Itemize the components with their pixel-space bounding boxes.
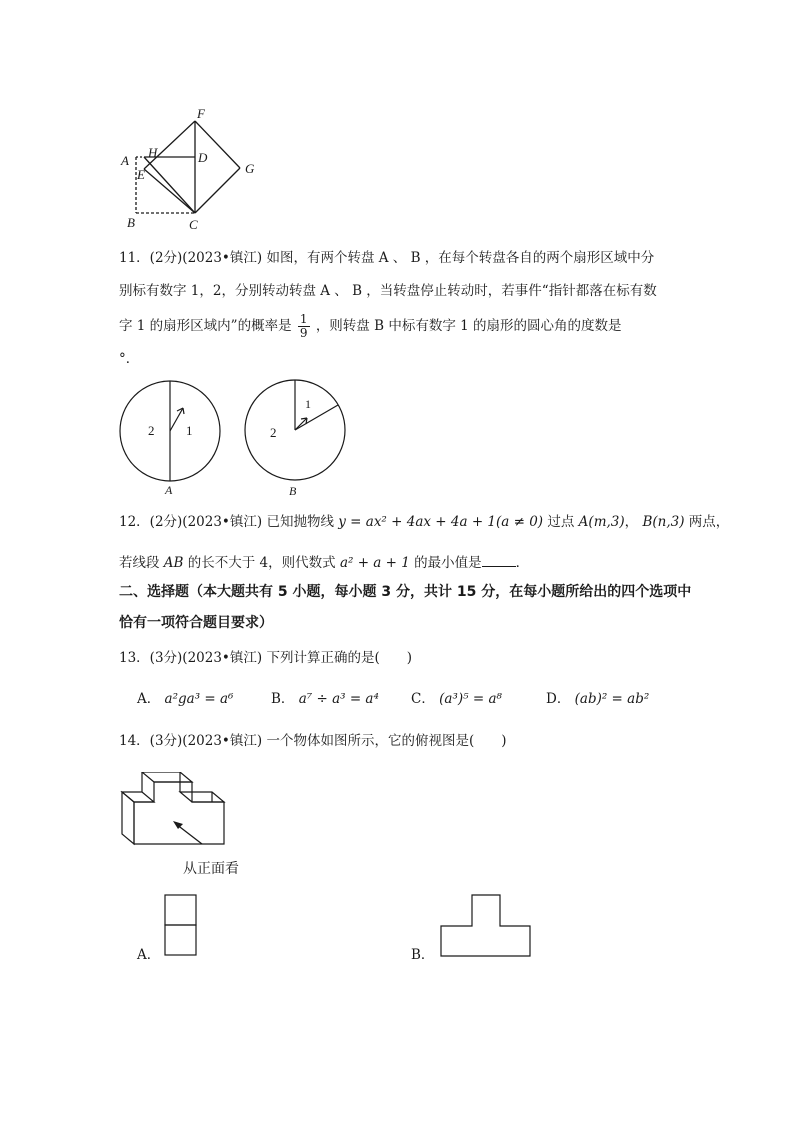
solid-object-figure [118, 772, 258, 854]
fraction-denominator: 9 [299, 326, 308, 340]
option-expression: (ab)² = ab² [574, 691, 650, 707]
label-a: A [121, 153, 129, 168]
q12-line1-pre: 12．(2分)(2023•镇江) 已知抛物线 [119, 514, 334, 530]
front-face [134, 782, 224, 844]
q13-option-c[interactable] [411, 689, 502, 709]
q12-line2 [119, 552, 529, 573]
option-letter: B． [271, 691, 295, 707]
label-h: H [148, 145, 158, 160]
label-c: C [189, 217, 198, 232]
q14-stem: 14．(3分)(2023•镇江) 一个物体如图所示，它的俯视图是( ) [119, 733, 507, 749]
q13-option-a[interactable] [137, 689, 233, 709]
q11-line4: °． [119, 351, 140, 367]
left-top-face [122, 792, 154, 802]
q12-line1-mid: 过点 [547, 514, 575, 530]
spinner-a-caption: A [165, 483, 173, 497]
q12-line2-post: 的最小值是 [414, 555, 482, 571]
point-b: B(n,3) [642, 514, 685, 530]
option-expression: (a³)⁵ = a⁸ [439, 691, 502, 707]
label-e: E [137, 167, 145, 182]
spinner-b-caption: B [289, 484, 297, 498]
q11-line2: 别标有数字 1，2，分别转动转盘 A 、 B ，当转盘停止转动时，若事件“指针都落在标有数 [119, 283, 657, 299]
q12-sep: ， [624, 514, 639, 530]
q14-option-a-letter[interactable]: A． [137, 947, 161, 963]
line-ce [144, 169, 195, 213]
answer-blank[interactable] [482, 552, 516, 567]
line-hc [144, 157, 195, 213]
left-side-face [122, 792, 134, 844]
segment-ab: AB [163, 555, 184, 571]
t-shape [441, 895, 530, 956]
q11-line1: 11．(2分)(2023•镇江) 如图，有两个转盘 A 、 B ，在每个转盘各自的两个扇形区域中分 [119, 250, 655, 266]
geometry-figure [115, 103, 265, 233]
spinner-b-radius-right [295, 405, 338, 430]
right-top-face [180, 792, 224, 802]
option-letter: A． [137, 691, 161, 707]
algebraic-expression: a² + a + 1 [339, 555, 410, 571]
spinner-a-label-2: 2 [148, 423, 155, 438]
q13-option-b[interactable] [271, 689, 379, 709]
spinner-a [118, 378, 222, 498]
q12-line1 [119, 512, 729, 532]
q11-line3-post: ，则转盘 B 中标有数字 1 的扇形的圆心角的度数是 [315, 318, 622, 334]
label-g: G [245, 161, 255, 176]
line-gc [195, 168, 240, 213]
front-view-label: 从正面看 [183, 861, 239, 877]
section-2-header-line2: 恰有一项符合题目要求） [119, 615, 273, 631]
q12-line2-end: ． [515, 555, 530, 571]
q14-option-b-letter[interactable]: B． [411, 947, 435, 963]
option-letter: D． [546, 691, 571, 707]
q14-option-b-figure[interactable] [440, 894, 532, 958]
label-d: D [198, 150, 208, 165]
spinner-b [243, 378, 349, 500]
parabola-equation: y = ax² + 4ax + 4a + 1(a ≠ 0) [338, 514, 544, 530]
probability-fraction [298, 313, 310, 340]
bottom-square [165, 925, 196, 955]
spinner-b-label-2: 2 [270, 425, 277, 440]
section-2-header-line1: 二、选择题（本大题共有 5 小题，每小题 3 分，共计 15 分，在每小题所给出的四个选项中 [119, 584, 692, 600]
top-square [165, 895, 196, 925]
q11-line3 [119, 312, 622, 340]
q12-line2-mid: 的长不大于 4，则代数式 [187, 555, 336, 571]
option-letter: C． [411, 691, 435, 707]
q13-option-d[interactable] [546, 689, 649, 709]
q11-line3-pre: 字 1 的扇形区域内”的概率是 [119, 318, 292, 334]
spinner-b-label-1: 1 [305, 397, 311, 411]
q12-line1-post: 两点， [688, 514, 730, 530]
spinner-a-pointer [170, 408, 183, 431]
point-a: A(m,3) [578, 514, 625, 530]
q12-line2-pre: 若线段 [119, 555, 160, 571]
q13-stem: 13．(3分)(2023•镇江) 下列计算正确的是( ) [119, 650, 412, 666]
q14-option-a-figure[interactable] [164, 894, 198, 958]
option-expression: a⁷ ÷ a³ = a⁴ [298, 691, 379, 707]
fraction-numerator: 1 [299, 312, 308, 326]
spinner-a-label-1: 1 [186, 423, 193, 438]
option-expression: a²ga³ = a⁶ [164, 691, 234, 707]
label-f: F [197, 106, 205, 121]
tower-top-face [142, 772, 192, 782]
label-b: B [127, 215, 135, 230]
